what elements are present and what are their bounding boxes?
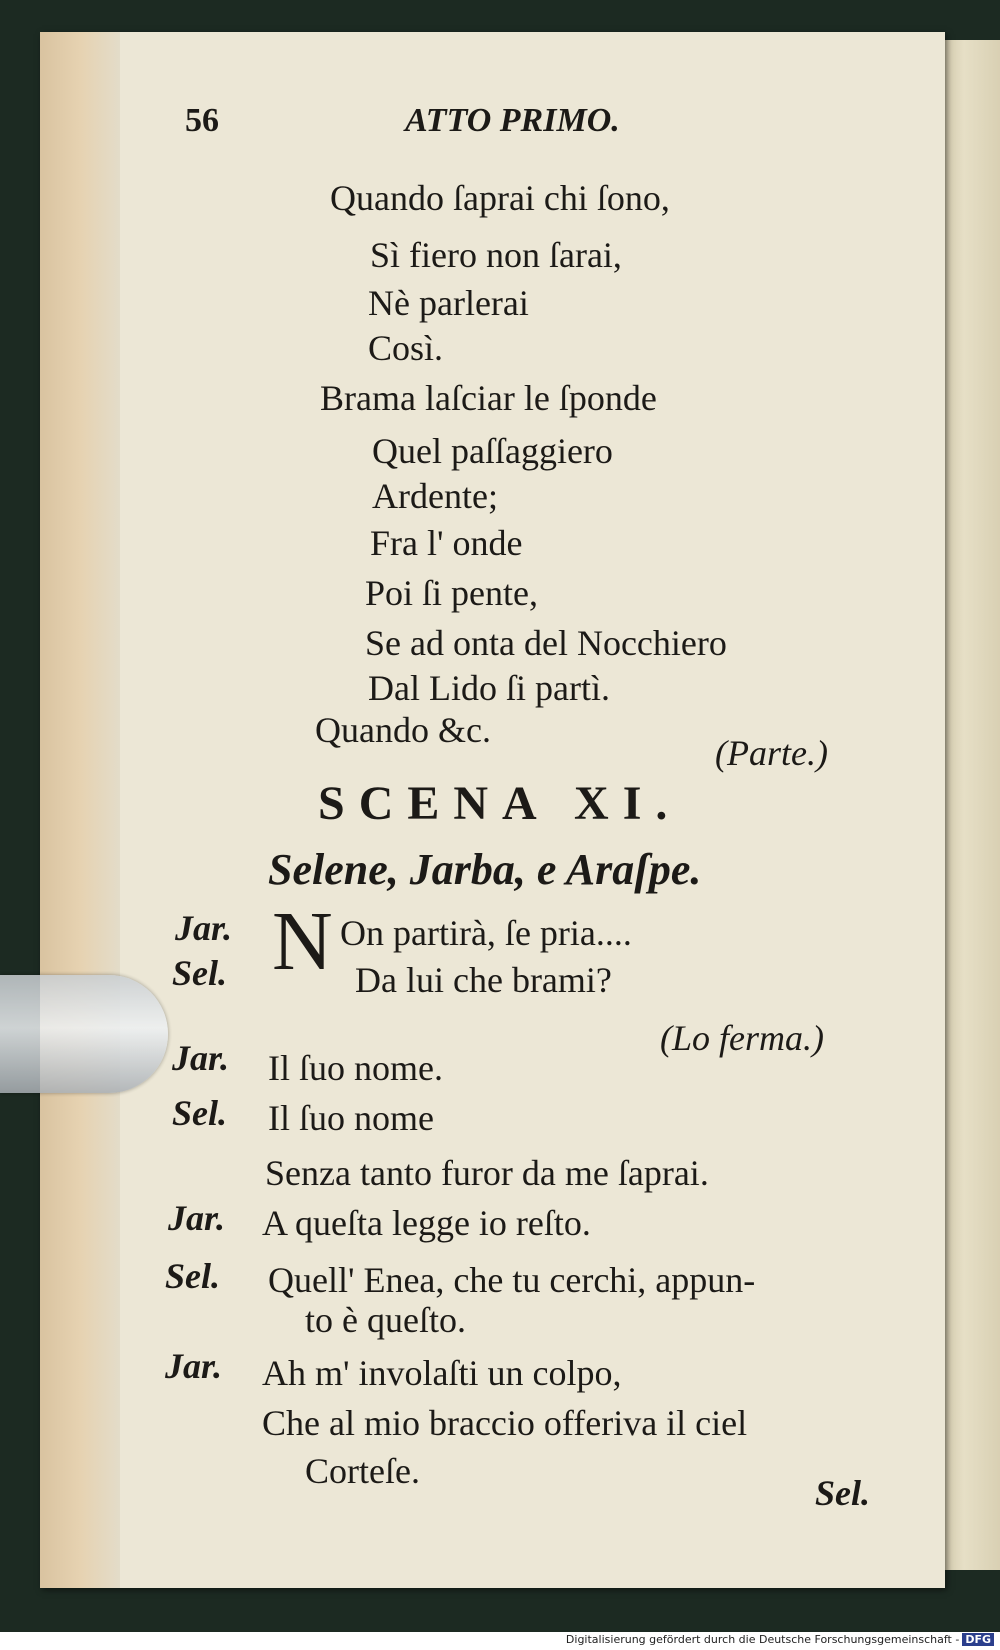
- speaker-label: Sel.: [172, 953, 228, 993]
- dialogue-line: Che al mio braccio offeriva il ciel: [262, 1403, 748, 1443]
- stage-direction: (Lo ferma.): [660, 1018, 824, 1058]
- verse-line: Quel paſſaggiero: [372, 431, 613, 471]
- speaker-label: Sel.: [172, 1093, 228, 1133]
- verse-line: Nè parlerai: [368, 283, 529, 323]
- verse-line: Ardente;: [372, 476, 498, 516]
- verse-line: Se ad onta del Nocchiero: [365, 623, 727, 663]
- verse-line: Sì fiero non ſarai,: [370, 235, 622, 275]
- catchword: Sel.: [815, 1473, 871, 1513]
- page-gutter: [40, 32, 120, 1588]
- scene-title: SCENA XI.: [318, 777, 682, 830]
- running-header: ATTO PRIMO.: [405, 102, 620, 139]
- dialogue-line: A queſta legge io reſto.: [262, 1203, 591, 1243]
- speaker-label: Jar.: [175, 908, 233, 948]
- dfg-logo: DFG: [962, 1633, 994, 1646]
- scene-characters: Selene, Jarba, e Araſpe.: [268, 845, 702, 894]
- dialogue-line: Ah m' involaſti un colpo,: [262, 1353, 622, 1393]
- verse-line: Quando ſaprai chi ſono,: [330, 178, 670, 218]
- stage-direction: (Parte.): [715, 733, 828, 773]
- facing-page-edge: [940, 40, 1000, 1570]
- funding-notice: [566, 1633, 994, 1646]
- verse-line: Quando &c.: [315, 710, 491, 750]
- verse-line: Dal Lido ſi partì.: [368, 668, 610, 708]
- dialogue-line: Il ſuo nome.: [268, 1048, 443, 1088]
- page-number: 56: [185, 102, 219, 139]
- verse-line: Così.: [368, 328, 444, 368]
- dialogue-line: to è queſto.: [305, 1300, 466, 1340]
- dialogue-line: Senza tanto furor da me ſaprai.: [265, 1153, 709, 1193]
- verse-line: Fra l' onde: [370, 523, 523, 563]
- speaker-label: Jar.: [168, 1198, 226, 1238]
- speaker-label: Sel.: [165, 1256, 221, 1296]
- verse-line: Poi ſi pente,: [365, 573, 538, 613]
- dialogue-line: Corteſe.: [305, 1451, 420, 1491]
- verse-line: Brama laſciar le ſponde: [320, 378, 657, 418]
- speaker-label: Jar.: [172, 1038, 230, 1078]
- drop-cap: N: [272, 895, 333, 988]
- speaker-label: Jar.: [165, 1346, 223, 1386]
- dialogue-line: Da lui che brami?: [355, 960, 612, 1000]
- dialogue-line: Quell' Enea, che tu cerchi, appun-: [268, 1260, 756, 1300]
- funding-text: Digitalisierung gefördert durch die Deutsche Forschungsgemeinschaft -: [565, 1633, 960, 1646]
- dialogue-line: Il ſuo nome: [268, 1098, 434, 1138]
- page-clip: [0, 975, 168, 1093]
- dialogue-line: On partirà, ſe pria....: [340, 913, 632, 953]
